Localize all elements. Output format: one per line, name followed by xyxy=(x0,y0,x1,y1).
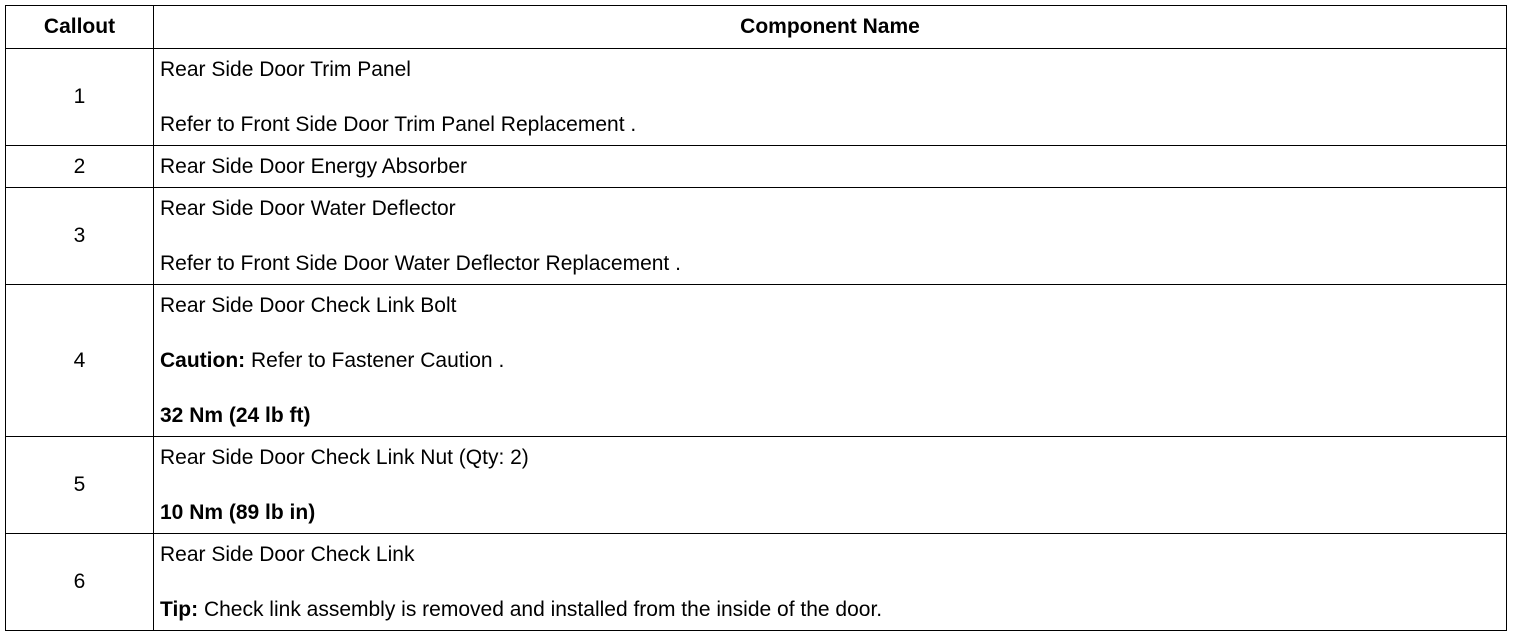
tip-label: Tip: xyxy=(160,598,199,621)
component-name: Rear Side Door Check Link Bolt xyxy=(160,294,457,317)
callout-number: 5 xyxy=(6,437,154,534)
component-cell xyxy=(154,285,1507,437)
table-row xyxy=(6,49,1507,146)
component-name: Rear Side Door Water Deflector xyxy=(160,197,456,220)
component-name: Rear Side Door Trim Panel xyxy=(160,58,411,81)
callout-column-header: Callout xyxy=(6,6,154,49)
torque-spec: 10 Nm (89 lb in) xyxy=(160,501,316,524)
component-cell xyxy=(154,49,1507,146)
table-header-row xyxy=(6,6,1507,49)
callout-number: 3 xyxy=(6,188,154,285)
component-cell xyxy=(154,188,1507,285)
component-table-container xyxy=(5,5,1506,631)
component-cell xyxy=(154,146,1507,188)
torque-spec: 32 Nm (24 lb ft) xyxy=(160,404,311,427)
callout-number: 1 xyxy=(6,49,154,146)
component-name: Rear Side Door Check Link xyxy=(160,543,415,566)
table-row xyxy=(6,437,1507,534)
component-cell xyxy=(154,437,1507,534)
callout-number: 4 xyxy=(6,285,154,437)
table-row xyxy=(6,188,1507,285)
component-cell xyxy=(154,534,1507,631)
procedure-reference: Refer to Front Side Door Water Deflector Replacement . xyxy=(160,252,681,275)
callout-number: 2 xyxy=(6,146,154,188)
procedure-reference: Refer to Front Side Door Trim Panel Replacement . xyxy=(160,113,637,136)
component-name: Rear Side Door Check Link Nut (Qty: 2) xyxy=(160,446,529,469)
tip-text: Check link assembly is removed and installed from the inside of the door. xyxy=(198,598,883,621)
component-name-column-header: Component Name xyxy=(154,6,1507,49)
component-name: Rear Side Door Energy Absorber xyxy=(160,155,467,178)
caution-label: Caution: xyxy=(160,349,246,372)
caution-text: Refer to Fastener Caution . xyxy=(245,349,505,372)
table-row xyxy=(6,146,1507,188)
tip-line xyxy=(160,598,1500,622)
component-table xyxy=(5,5,1507,631)
table-row xyxy=(6,285,1507,437)
callout-number: 6 xyxy=(6,534,154,631)
caution-line xyxy=(160,349,1500,373)
table-row xyxy=(6,534,1507,631)
